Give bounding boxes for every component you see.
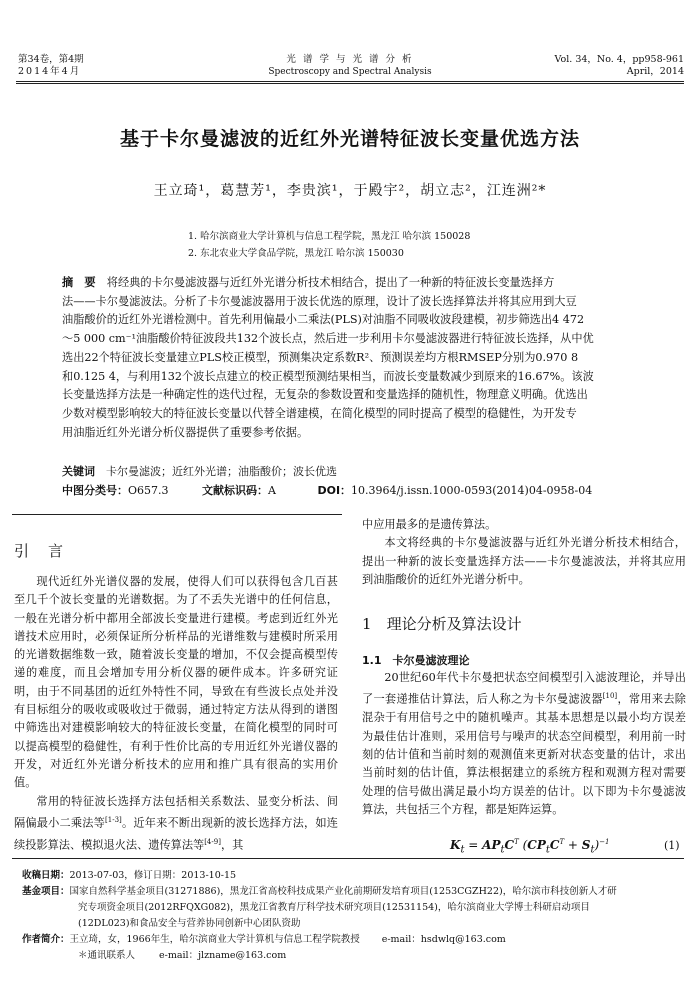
equation-number: (1): [664, 839, 680, 852]
doc-code: A: [268, 484, 276, 497]
journal-name-cn: 光 谱 学 与 光 谱 分 析: [286, 54, 414, 65]
subsection-1-1-heading: 1.1 卡尔曼滤波理论: [362, 654, 470, 667]
keywords: [62, 463, 337, 481]
citation: [4-9]: [204, 837, 221, 846]
equation-1: $K_t = AP_tC^T$ $(CP_tC^T + S_t)^{-1}$: [450, 838, 610, 856]
abstract-line: 油脂酸价的近红外光谱检测中。首先利用偏最小二乘法(PLS)对油脂不同吸收波段建模，初步筛选出4 472: [62, 313, 585, 327]
abstract-line: 少数对模型影响较大的特征波长变量以代替全谱建模，在简化模型的同时提高了模型的稳健性，为开发专: [62, 406, 577, 420]
date-cn: 2014年4月: [18, 66, 82, 77]
received-date: 收稿日期：2013-07-03，修订日期：2013-10-15: [22, 870, 237, 881]
citation: [10]: [602, 692, 618, 701]
intro-paragraph-1: 现代近红外光谱仪器的发展，使得人们可以获得包含几百甚至几千个波长变量的光谱数据。为了不丢失光谱中的任何信息，一般在光谱分析中都用全部波长变量进行建模。考虑到近红外光谱技术应用时，必须保证所分析样品的光谱维数与建模时所采用的光谱数据维数一致，随着波长变量的增加，不仅会提高模型传递的难度，而且会增加专用分析仪器的硬件成本。许多研究证明，由于不同基团的近红外特性不同，导致在有些波长点处并没有目标组分的吸收或吸收过于微弱，通过特定方法从得到的谱图中筛选出对建模影响较大的特征波长变量，在简化模型的同时可以提高模型的稳健性，有利于性价比高的专用近红外光谱仪器的开发，对近红外光谱分析技术的应用和推广具有很高的实用价值。: [14, 575, 338, 790]
author-email: e-mail：hsdwlq@163.com: [381, 934, 506, 945]
abstract-line: 摘 要 将经典的卡尔曼滤波器与近红外光谱分析技术相结合，提出了一种新的特征波长变量选择方: [62, 276, 555, 289]
corresponding-author: ＊通讯联系人 e-mail：jlzname@163.com: [78, 950, 287, 961]
funding-cont: 究专项资金项目(2012RFQXG082)，黑龙江省教育厅科学技术研究项目(12531154)，哈尔滨商业大学博士科研启动项目: [78, 902, 590, 913]
keywords-text: 卡尔曼滤波；近红外光谱；油脂酸价；波长优选: [106, 465, 337, 478]
abstract-line: 长变量选择方法是一种确定性的迭代过程，无复杂的参数设置和变量选择的随机性，物理意义明确。优选出: [62, 388, 588, 402]
classification-line: 中图分类号：O657.3 文献标识码：A DOI：10.3964/j.issn.1000-0593(2014)04-0958-04: [62, 484, 593, 497]
journal-name-en: Spectroscopy and Spectral Analysis: [268, 67, 432, 77]
abstract-line: 法——卡尔曼滤波法。分析了卡尔曼滤波器用于波长优选的原理，设计了波长选择算法并将其应用到大豆: [62, 294, 577, 308]
clc-number: O657.3: [128, 484, 169, 497]
abstract-line: 用油脂近红外光谱分析仪器提供了重要参考依据。: [62, 425, 309, 439]
funding-cont: (12DL023)和食品安全与营养协同创新中心团队资助: [78, 918, 301, 929]
left-separator-rule: [12, 514, 342, 515]
author-list: 王立琦¹，葛慧芳¹，李贵滨¹，于殿宇²，胡立志²，江连洲²*: [153, 183, 547, 199]
section-intro-heading: 引 言: [14, 542, 66, 560]
volume-issue-cn: 第34卷，第4期: [18, 54, 84, 65]
left-column-body: [14, 573, 338, 855]
keywords-label: 关键词: [62, 465, 95, 478]
date-en: April，2014: [626, 66, 684, 77]
author-bio: 作者简介：王立琦，女，1966年生，哈尔滨商业大学计算机与信息工程学院教授 e-mail：hsdwlq@163.com: [22, 934, 506, 945]
footnotes: [22, 868, 682, 964]
right-column-top: [362, 516, 686, 589]
corresponding-email: e-mail：jlzname@163.com: [159, 950, 287, 961]
funding: 基金项目：国家自然科学基金项目(31271886)，黑龙江省高校科技成果产业化前期研发培育项目(1253CGZH22)，哈尔滨市科技创新人才研: [22, 886, 617, 897]
abstract-label: 摘 要: [62, 276, 96, 289]
intro-paragraph-3: 本文将经典的卡尔曼滤波器与近红外光谱分析技术相结合，提出一种新的波长变量选择方法——卡尔曼滤波法，并将其应用到油脂酸价的近红外光谱分析中。: [362, 536, 686, 586]
header-rule: [16, 81, 684, 82]
affiliation-1: 1. 哈尔滨商业大学计算机与信息工程学院，黑龙江 哈尔滨 150028: [188, 231, 471, 242]
abstract: [62, 274, 642, 442]
kalman-theory-paragraph: 20世纪60年代卡尔曼把状态空间模型引入滤波理论，并导出了一套递推估计算法，后人称之为卡尔曼滤波器[10]，常用来去除混杂于有用信号之中的随机噪声。其基本思想是以最小均方误差为最佳估计准则，采用信号与噪声的状态空间模型，利用前一时刻的估计值和当前时刻的观测值来更新对状态变量的估计，求出当前时刻的估计值，算法根据建立的系统方程和观测方程对需要处理的信号做出满足最小均方误差的估计。以下即为卡尔曼滤波算法，共包括三个方程，都是矩阵运算。: [362, 671, 686, 816]
continuation-line: 中应用最多的是遗传算法。: [362, 518, 497, 531]
paper-title: 基于卡尔曼滤波的近红外光谱特征波长变量优选方法: [119, 128, 580, 150]
abstract-line: 选出22个特征波长变量建立PLS校正模型，预测集决定系数R²、预测误差均方根RMSEP分别为0.970 8: [62, 350, 579, 364]
doi: 10.3964/j.issn.1000-0593(2014)04-0958-04: [351, 484, 593, 497]
header-rule-thin: [16, 83, 684, 84]
section-1-heading: 1 理论分析及算法设计: [362, 615, 522, 633]
abstract-line: 和0.125 4，与利用132个波长点建立的校正模型预测结果相当，而波长变量数减少到原来的16.67%。该波: [62, 369, 594, 383]
citation: [1-3]: [105, 815, 122, 824]
volume-issue-en: Vol. 34，No. 4，pp958-961: [554, 54, 684, 65]
footnote-rule: [12, 858, 684, 859]
intro-paragraph-2: 常用的特征波长选择方法包括相关系数法、显变分析法、间隔偏最小二乘法等[1-3]。近年来不断出现新的波长选择方法，如连续投影算法、模拟退火法、遗传算法等[4-9]，其: [14, 794, 338, 852]
abstract-line: ～5 000 cm⁻¹油脂酸价特征波段共132个波长点，然后进一步利用卡尔曼滤波器进行特征波长选择，从中优: [62, 332, 594, 346]
affiliation-2: 2. 东北农业大学食品学院，黑龙江 哈尔滨 150030: [188, 248, 404, 259]
